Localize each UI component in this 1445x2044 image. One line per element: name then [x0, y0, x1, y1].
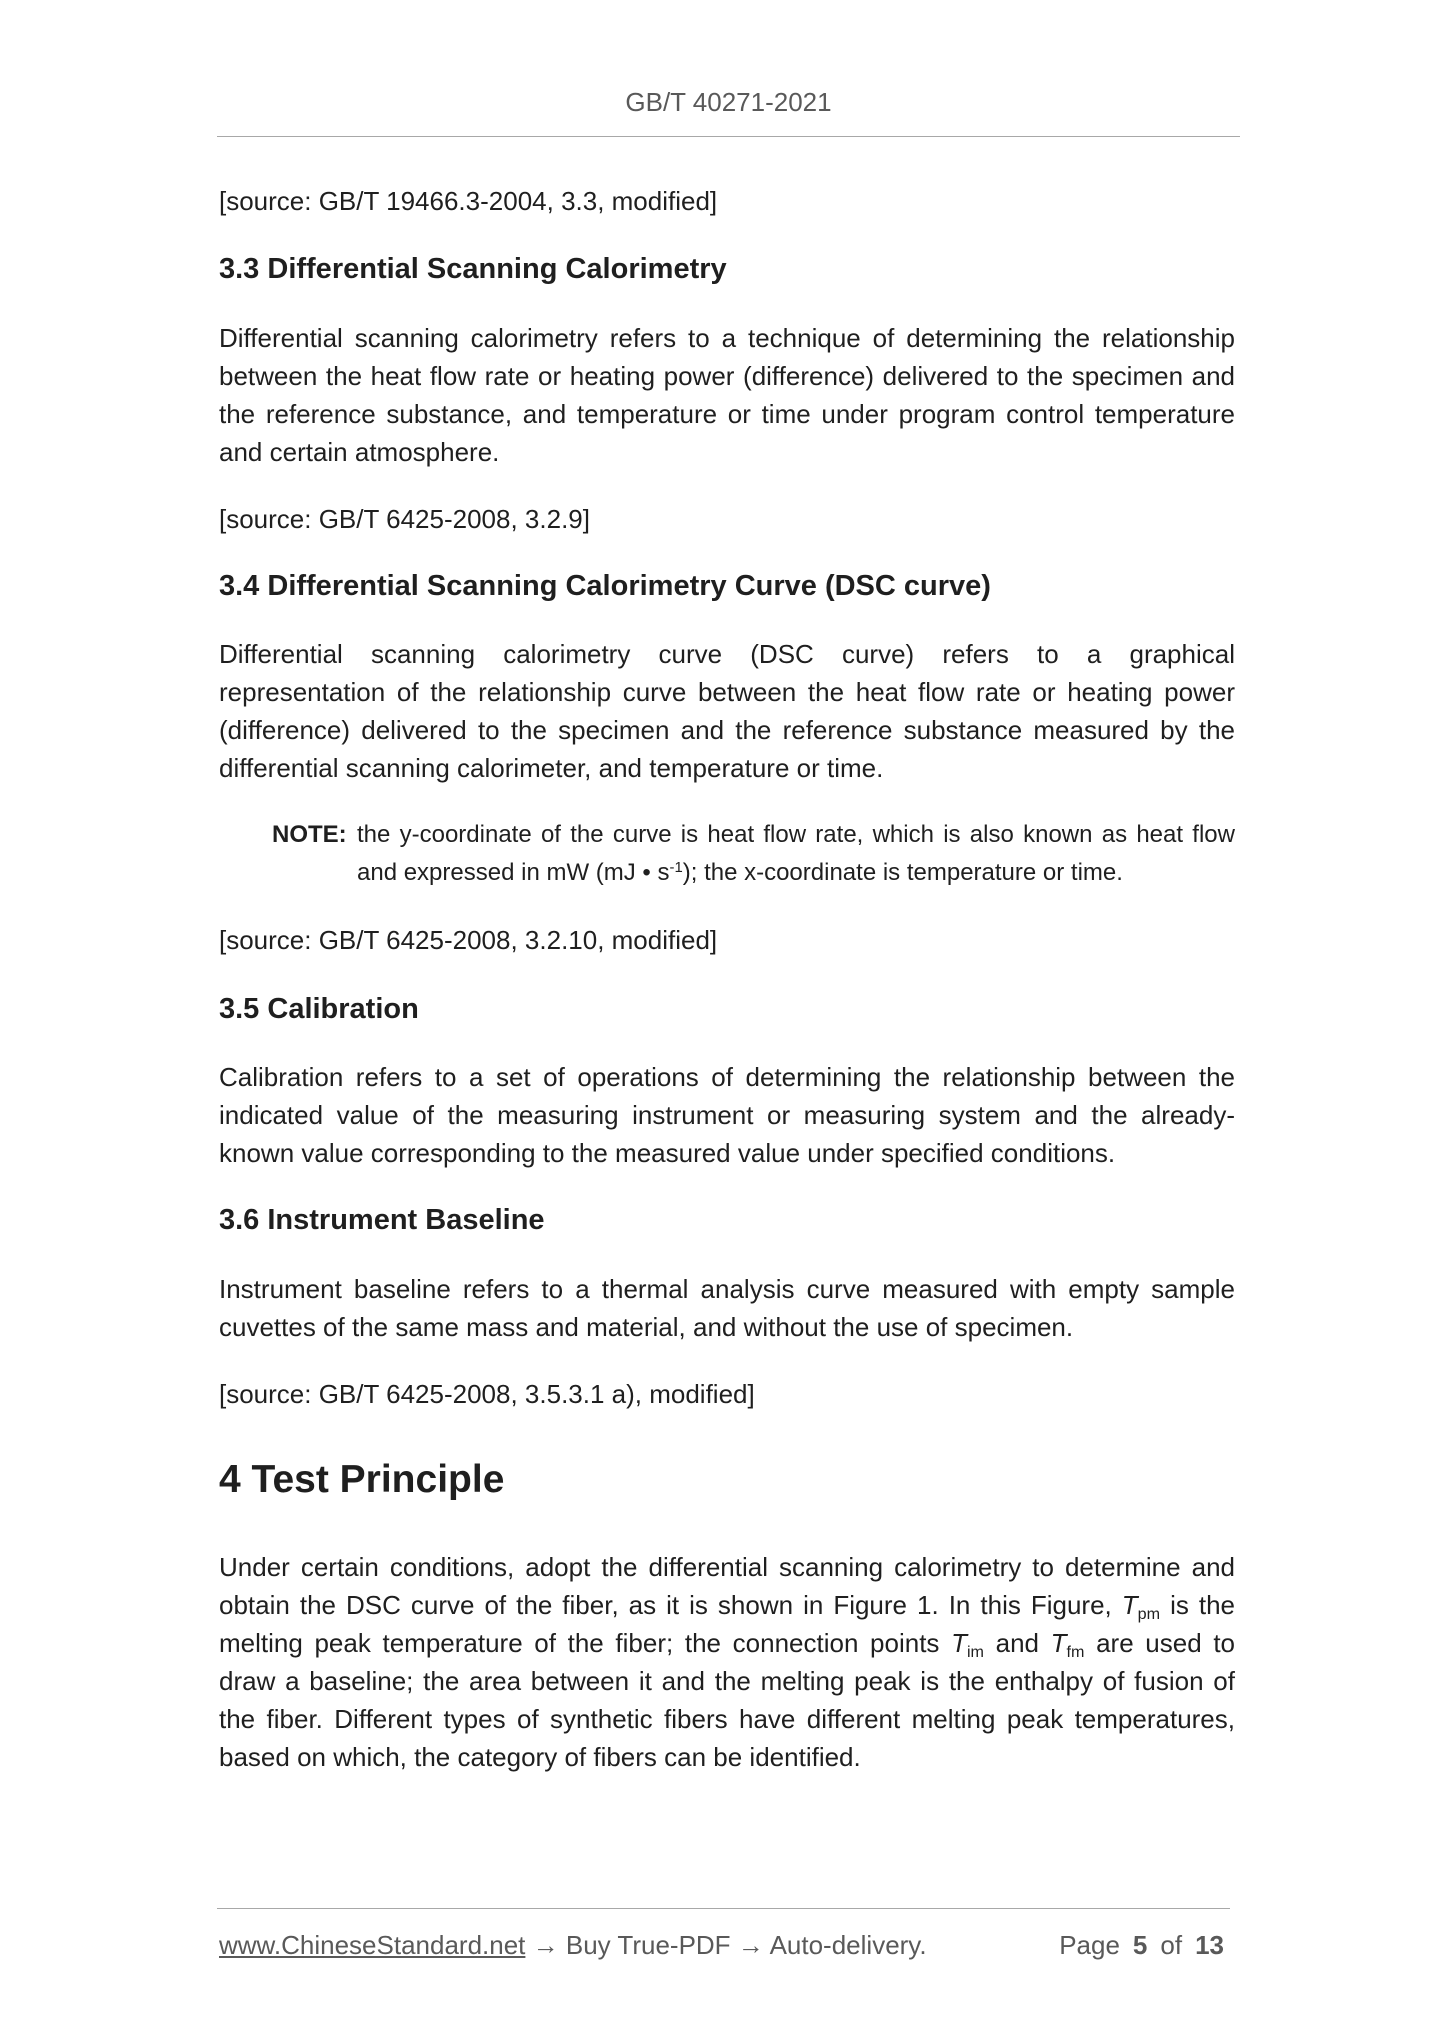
section-heading-3-6: 3.6 Instrument Baseline — [219, 1204, 545, 1236]
paragraph-line: draw a baseline; the area between it and the melting peak is the enthalpy of fusion of — [219, 1666, 1235, 1696]
header-rule — [217, 136, 1240, 137]
paragraph-line: Instrument baseline refers to a thermal analysis curve measured with empty sample — [219, 1274, 1235, 1304]
source-citation: [source: GB/T 6425-2008, 3.5.3.1 a), modified] — [219, 1379, 755, 1409]
subscript: im — [966, 1642, 984, 1661]
paragraph-line: Under certain conditions, adopt the differential scanning calorimetry to determine and — [219, 1552, 1235, 1582]
note-text-run: ); the x-coordinate is temperature or time. — [682, 859, 1123, 886]
subscript: fm — [1066, 1642, 1085, 1661]
subscript: pm — [1137, 1604, 1161, 1623]
paragraph-line: the reference substance, and temperature or time under program control temperature — [219, 399, 1235, 429]
note-text-run: s — [650, 859, 670, 886]
source-citation: [source: GB/T 6425-2008, 3.2.10, modified] — [219, 925, 718, 955]
footer-tagline: → Buy True-PDF → Auto-delivery. — [525, 1930, 927, 1960]
section-3-5-paragraph — [219, 1058, 1235, 1172]
symbol-T: T — [1050, 1628, 1067, 1658]
section-4-paragraph — [219, 1548, 1235, 1776]
paragraph-line: based on which, the category of fibers can be identified. — [219, 1742, 861, 1772]
note-label: NOTE: — [272, 821, 347, 848]
section-heading-3-5: 3.5 Calibration — [219, 993, 419, 1025]
paragraph-line: differential scanning calorimeter, and temperature or time. — [219, 753, 884, 783]
source-citation: [source: GB/T 6425-2008, 3.2.9] — [219, 504, 590, 534]
text-run: obtain the DSC curve of the fiber, as it is shown in Figure 1. In this Figure, — [219, 1590, 1122, 1620]
paragraph-line: Differential scanning calorimetry curve (DSC curve) refers to a graphical — [219, 639, 1235, 669]
page-of-label: of — [1160, 1930, 1183, 1960]
symbol-T: T — [1121, 1590, 1138, 1620]
section-3-4-paragraph — [219, 635, 1235, 787]
page-indicator — [1059, 1926, 1224, 1964]
page-label: Page — [1059, 1930, 1120, 1960]
source-citation: [source: GB/T 19466.3-2004, 3.3, modified] — [219, 186, 718, 216]
paragraph-line — [219, 1586, 1235, 1624]
section-heading-3-4: 3.4 Differential Scanning Calorimetry Curve (DSC curve) — [219, 570, 991, 602]
note-text — [357, 816, 1235, 892]
paragraph-line — [219, 1624, 1235, 1662]
text-run: and — [983, 1628, 1051, 1658]
section-heading-4: 4 Test Principle — [219, 1458, 505, 1501]
symbol-T: T — [951, 1628, 967, 1658]
bullet-operator: • — [642, 859, 651, 886]
total-page-count: 13 — [1195, 1930, 1224, 1960]
section-heading-3-3: 3.3 Differential Scanning Calorimetry — [219, 253, 727, 285]
footer-rule — [217, 1908, 1230, 1909]
running-header: GB/T 40271-2021 — [625, 87, 832, 117]
note — [272, 816, 1235, 892]
paragraph-line: indicated value of the measuring instrument or measuring system and the already- — [219, 1100, 1235, 1130]
section-3-6-paragraph — [219, 1270, 1235, 1346]
paragraph-line: representation of the relationship curve between the heat flow rate or heating power — [219, 677, 1235, 707]
paragraph-line: and certain atmosphere. — [219, 437, 500, 467]
text-run: melting peak temperature of the fiber; the connection points — [219, 1628, 952, 1658]
paragraph-line: known value corresponding to the measured value under specified conditions. — [219, 1138, 1116, 1168]
section-3-3-paragraph — [219, 319, 1235, 471]
text-run: is the — [1160, 1590, 1235, 1620]
note-line: the y-coordinate of the curve is heat flow rate, which is also known as heat flow — [357, 821, 1235, 848]
website-link[interactable]: www.ChineseStandard.net — [219, 1930, 526, 1960]
note-line — [357, 854, 1235, 892]
superscript: -1 — [669, 859, 683, 876]
note-text-run: and expressed in mW (mJ — [357, 859, 643, 886]
footer — [219, 1926, 1224, 1964]
paragraph-line: (difference) delivered to the specimen and the reference substance measured by the — [219, 715, 1235, 745]
current-page-number: 5 — [1132, 1930, 1148, 1960]
paragraph-line: the fiber. Different types of synthetic fibers have different melting peak temperatures, — [219, 1704, 1235, 1734]
paragraph-line: cuvettes of the same mass and material, and without the use of specimen. — [219, 1312, 1074, 1342]
paragraph-line: between the heat flow rate or heating power (difference) delivered to the specimen and — [219, 361, 1235, 391]
text-run: are used to — [1084, 1628, 1236, 1658]
paragraph-line: Differential scanning calorimetry refers to a technique of determining the relationship — [219, 323, 1235, 353]
paragraph-line: Calibration refers to a set of operations of determining the relationship between the — [219, 1062, 1235, 1092]
